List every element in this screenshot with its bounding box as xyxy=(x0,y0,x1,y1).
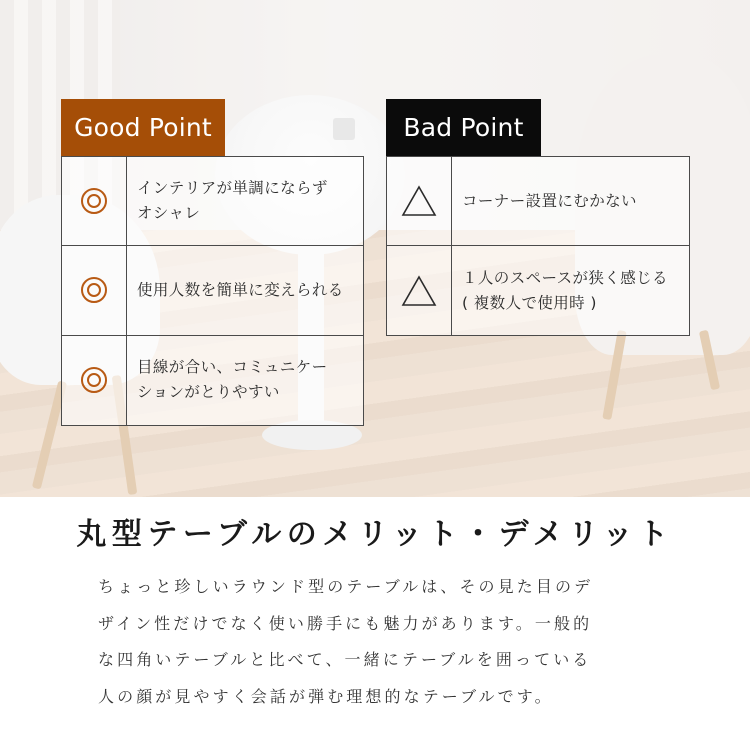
section-heading: 丸型テーブルのメリット・デメリット xyxy=(76,517,674,552)
bad-point-row xyxy=(387,157,689,246)
bad-point-mark-cell xyxy=(387,157,452,245)
double-circle-icon xyxy=(81,188,107,214)
bad-point-text: コーナー設置にむかない xyxy=(462,191,637,210)
good-point-header: Good Point xyxy=(61,99,225,156)
triangle-icon xyxy=(401,275,437,307)
bad-point-header: Bad Point xyxy=(386,99,541,156)
bad-point-mark-cell xyxy=(387,246,452,335)
good-point-row xyxy=(62,246,363,335)
bad-point-text: １人のスペースが狭く感じる ( 複数人で使用時 ) xyxy=(462,268,668,312)
bad-point-table xyxy=(386,156,690,336)
good-point-mark-cell xyxy=(62,157,127,245)
double-circle-icon xyxy=(81,367,107,393)
triangle-icon xyxy=(401,185,437,217)
double-circle-icon xyxy=(81,277,107,303)
good-point-row xyxy=(62,336,363,425)
good-point-text: 目線が合い、コミュニケー ションがとりやすい xyxy=(137,358,328,402)
good-point-table xyxy=(61,156,364,426)
good-point-mark-cell xyxy=(62,246,127,334)
good-point-text: 使用人数を簡単に変えられる xyxy=(137,280,344,299)
good-point-text: インテリアが単調にならず オシャレ xyxy=(137,179,328,223)
good-point-row xyxy=(62,157,363,246)
good-point-mark-cell xyxy=(62,336,127,425)
section-body: ちょっと珍しいラウンド型のテーブルは、その見た目のデ ザイン性だけでなく使い勝手にも魅力があります。一般的 な四角いテーブルと比べて、一緒にテーブルを囲っている 人の顔が見やすく会話が弾む理想的なテーブルです。 xyxy=(98,577,594,706)
bad-point-row xyxy=(387,246,689,335)
